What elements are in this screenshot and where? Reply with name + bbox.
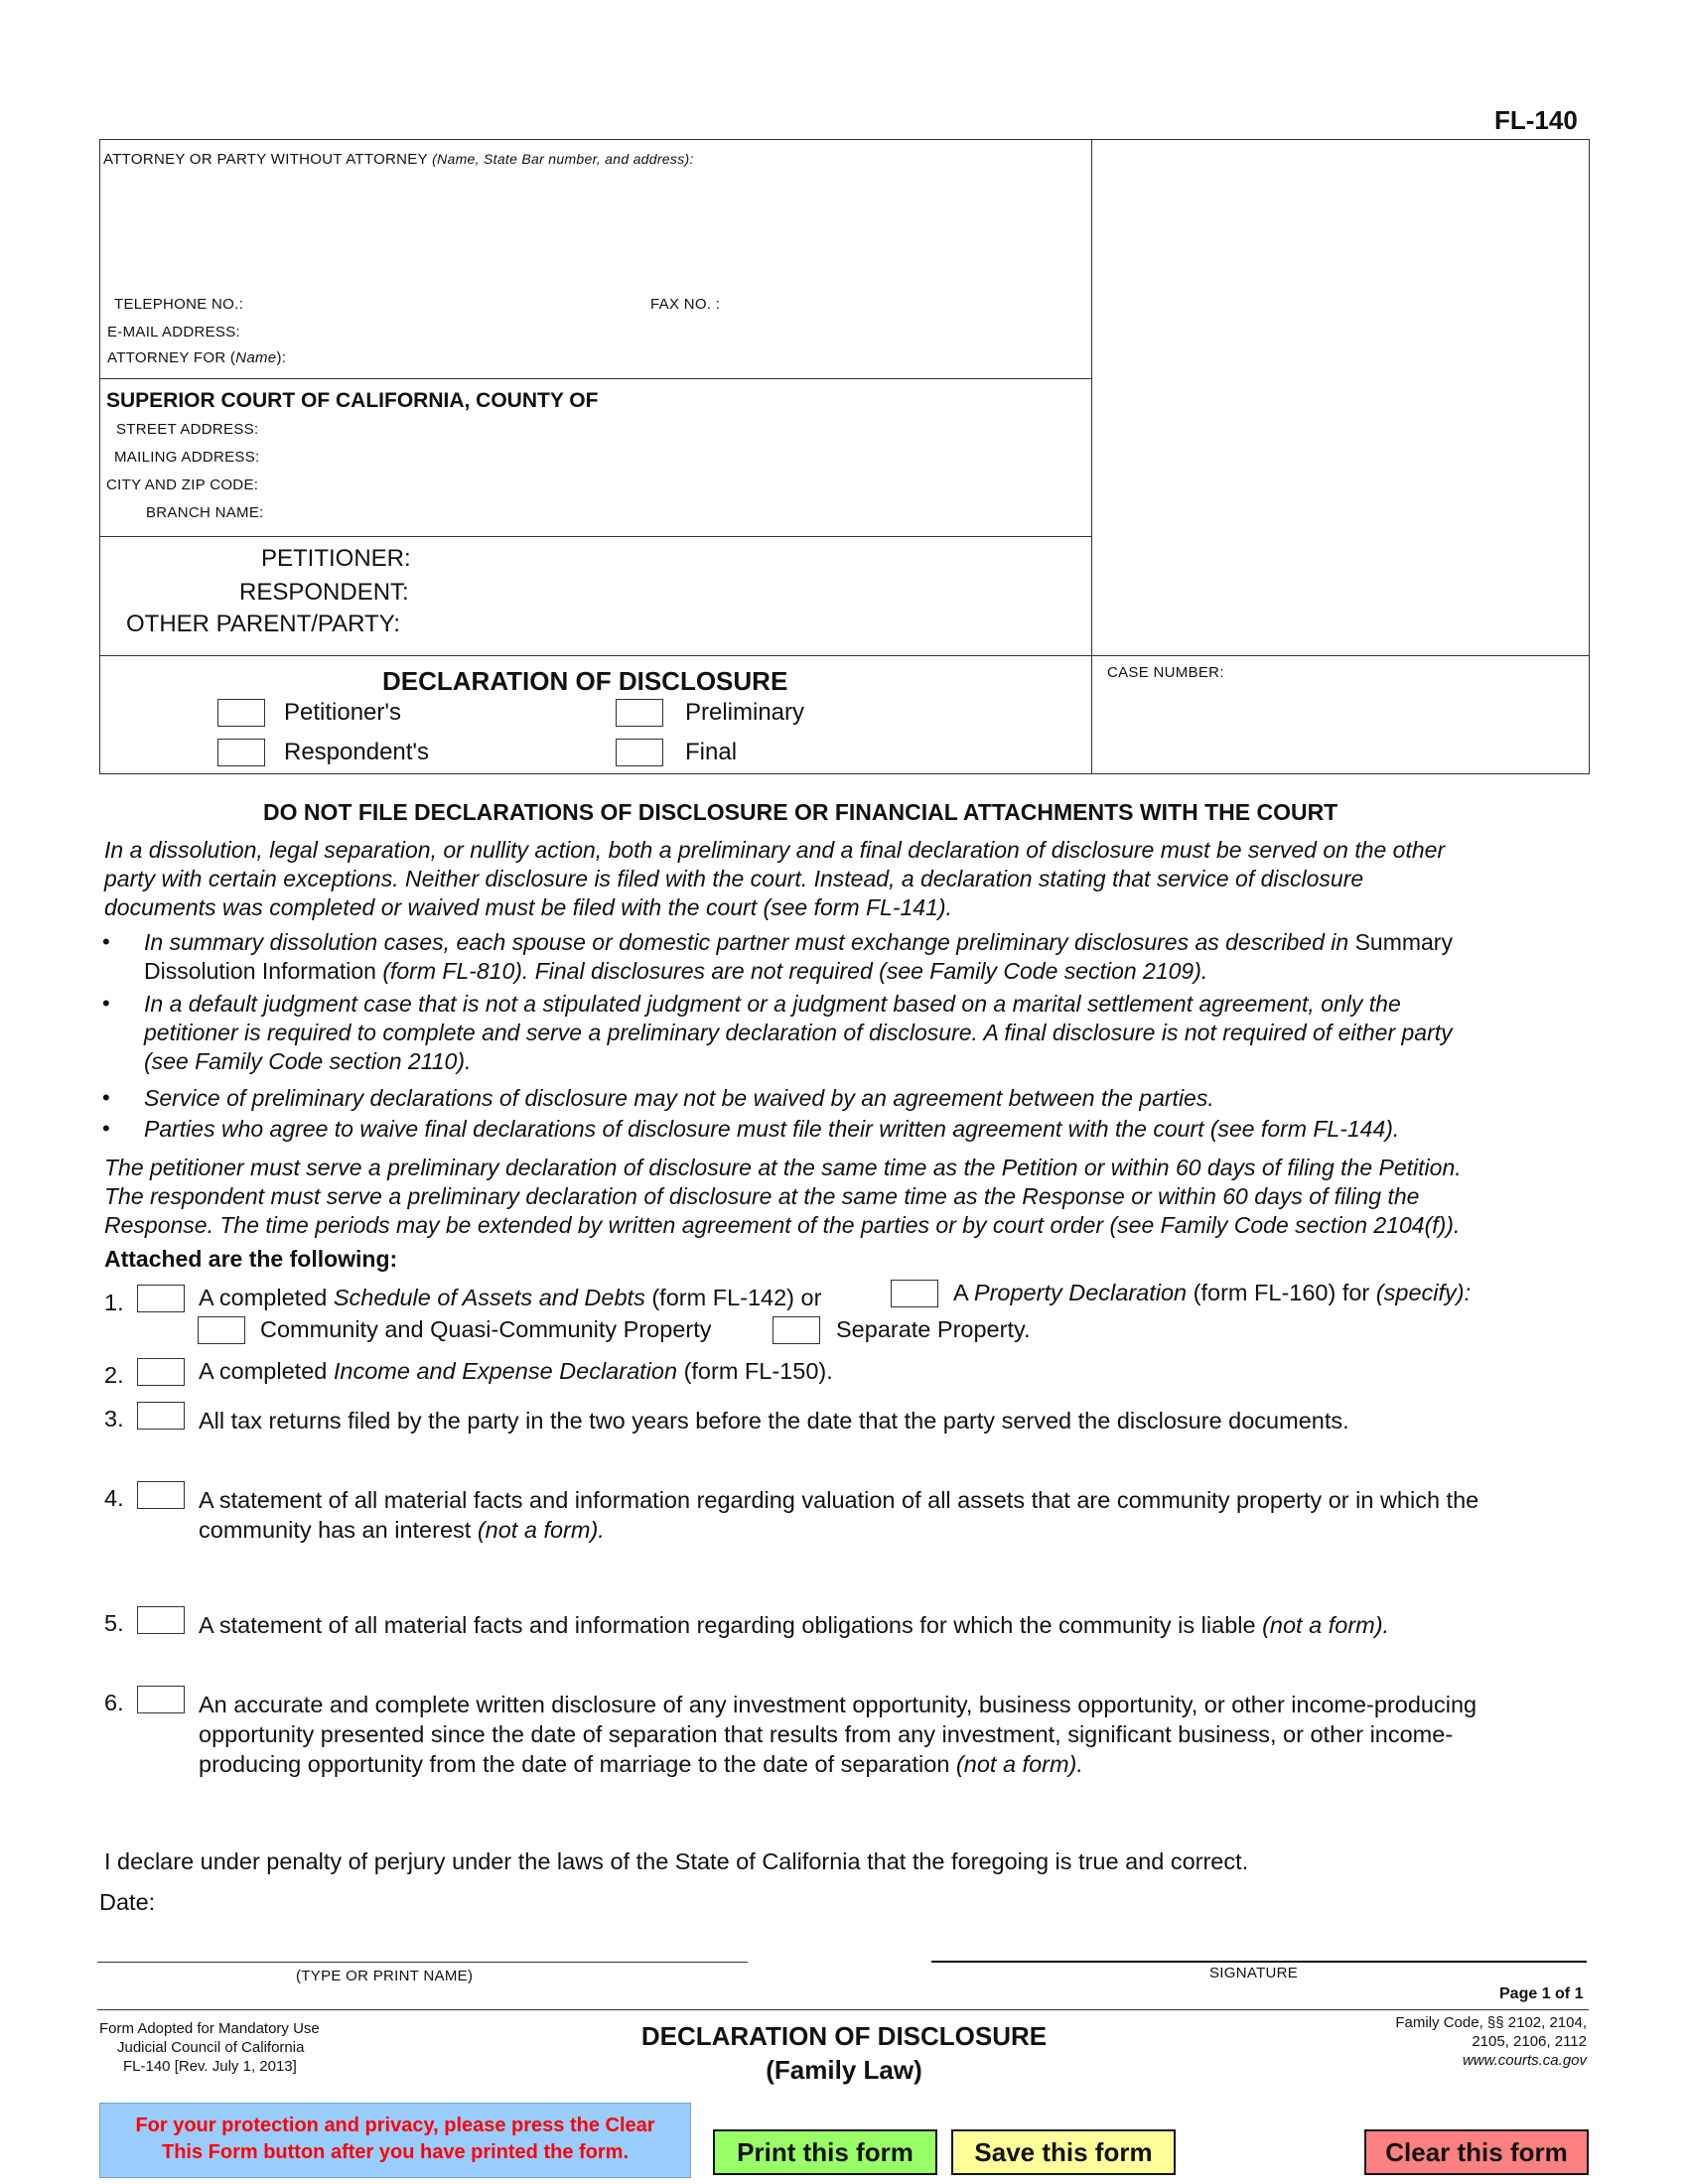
adopted-notice: Form Adopted for Mandatory Use Judicial Council of California FL-140 [Rev. July 1, 2013] — [99, 2020, 320, 2075]
family-code-reference: Family Code, §§ 2102, 2104, 2105, 2106, 2112 www.courts.ca.gov — [1395, 2014, 1587, 2069]
case-number-label: CASE NUMBER: — [1107, 664, 1224, 681]
bullet-default: In a default judgment case that is not a stipulated judgment or a judgment based on a marital settlement agreement, only the petitioner is required to complete and serve a preliminary declaration of disclosure. A final disclosure is not required of either party (see Family Code section 2110). — [144, 991, 1453, 1074]
petitioners-checkbox[interactable] — [217, 699, 265, 727]
notice-intro: In a dissolution, legal separation, or nullity action, both a preliminary and a final declaration of disclosure must be served on the other party with certain exceptions. Neither disclosure is filed with the court. Instead, a declaration stating that service of disclosure documents was completed or waived must be filed with the court (see form FL-141). — [104, 837, 1446, 920]
item-3-number: 3. — [104, 1406, 124, 1432]
item-1-text: A completed Schedule of Assets and Debts (form FL-142) or — [199, 1285, 822, 1310]
telephone-label: TELEPHONE NO.: — [114, 296, 244, 313]
separate-property-checkbox[interactable] — [773, 1316, 820, 1344]
print-name-line[interactable] — [97, 1962, 748, 1963]
separate-property-label: Separate Property. — [836, 1316, 1031, 1342]
footer-title: DECLARATION OF DISCLOSURE (Family Law) — [640, 2021, 1048, 2085]
save-form-button[interactable]: Save this form — [951, 2129, 1176, 2175]
bullet-service: Service of preliminary declarations of disclosure may not be waived by an agreement between the parties. — [144, 1085, 1214, 1111]
footer-divider — [97, 2009, 1589, 2010]
other-party-label: OTHER PARENT/PARTY: — [126, 611, 401, 637]
schedule-assets-checkbox[interactable] — [137, 1285, 185, 1312]
branch-label: BRANCH NAME: — [146, 504, 264, 521]
court-use-box[interactable] — [1091, 139, 1590, 656]
item-5-text: A statement of all material facts and information regarding obligations for which the community is liable (not a form). — [199, 1612, 1390, 1638]
item-6-number: 6. — [104, 1690, 124, 1715]
bullet-icon: • — [102, 929, 110, 954]
item-4-text: A statement of all material facts and information regarding valuation of all assets that are community property or in which the community has an interest (not a form). — [199, 1487, 1479, 1543]
form-id: FL-140 — [1494, 105, 1578, 135]
declaration-title: DECLARATION OF DISCLOSURE — [382, 666, 788, 696]
date-label: Date: — [99, 1889, 156, 1915]
bullet-icon: • — [102, 1116, 110, 1141]
item-6-text: An accurate and complete written disclosure of any investment opportunity, business opportunity, or other income-producing opportunity presented since the date of separation that results from any investment, significant business, or other income- producing opportunity from the date of marriage to the date of separation (not a form). — [199, 1692, 1477, 1777]
bullet-icon: • — [102, 991, 110, 1016]
item-5-number: 5. — [104, 1610, 124, 1636]
signature-label: SIGNATURE — [1209, 1965, 1299, 1981]
assets-statement-checkbox[interactable] — [137, 1481, 185, 1509]
attorney-label: ATTORNEY OR PARTY WITHOUT ATTORNEY (Name, State Bar number, and address): — [103, 151, 694, 168]
bullet-summary: In summary dissolution cases, each spouse or domestic partner must exchange preliminary disclosures as described in Summary Dissolution Information (form FL-810). Final disclosures are not required (see Family Code section 2109). — [144, 929, 1453, 984]
print-form-button[interactable]: Print this form — [713, 2129, 937, 2175]
investment-disclosure-checkbox[interactable] — [137, 1686, 185, 1713]
preliminary-checkbox[interactable] — [616, 699, 663, 727]
petitioners-label: Petitioner's — [284, 699, 401, 726]
signature-line[interactable] — [931, 1961, 1587, 1963]
item-1-number: 1. — [104, 1290, 124, 1315]
income-expense-checkbox[interactable] — [137, 1358, 185, 1386]
attorney-box[interactable] — [99, 139, 1092, 379]
clear-form-button[interactable]: Clear this form — [1364, 2129, 1589, 2175]
final-label: Final — [685, 739, 738, 765]
community-property-label: Community and Quasi-Community Property — [260, 1316, 712, 1342]
item-2-number: 2. — [104, 1362, 124, 1388]
page-number: Page 1 of 1 — [1499, 1985, 1584, 2002]
tax-returns-checkbox[interactable] — [137, 1402, 185, 1430]
community-property-checkbox[interactable] — [198, 1316, 245, 1344]
email-label: E-MAIL ADDRESS: — [107, 324, 240, 341]
mailing-label: MAILING ADDRESS: — [114, 449, 260, 466]
respondents-label: Respondent's — [284, 739, 430, 765]
bullet-icon: • — [102, 1085, 110, 1110]
item-3-text: All tax returns filed by the party in the two years before the date that the party served the disclosure documents. — [199, 1408, 1349, 1433]
item-4-number: 4. — [104, 1485, 124, 1511]
property-declaration-checkbox[interactable] — [891, 1280, 938, 1307]
bullet-waive: Parties who agree to waive final declarations of disclosure must file their written agreement with the court (see form FL-144). — [144, 1116, 1400, 1142]
court-title: SUPERIOR COURT OF CALIFORNIA, COUNTY OF — [106, 389, 599, 412]
petitioner-label: PETITIONER: — [261, 545, 411, 572]
city-label: CITY AND ZIP CODE: — [106, 477, 259, 493]
preliminary-label: Preliminary — [685, 699, 805, 726]
attorney-for-label: ATTORNEY FOR (Name): — [107, 349, 287, 366]
street-label: STREET ADDRESS: — [116, 421, 259, 438]
print-name-label: (TYPE OR PRINT NAME) — [296, 1968, 474, 1984]
respondent-label: RESPONDENT: — [239, 579, 409, 606]
item-2-text: A completed Income and Expense Declaration (form FL-150). — [199, 1358, 833, 1384]
respondents-checkbox[interactable] — [217, 739, 265, 766]
obligations-statement-checkbox[interactable] — [137, 1606, 185, 1634]
attached-heading: Attached are the following: — [104, 1246, 398, 1272]
notice-closing: The petitioner must serve a preliminary declaration of disclosure at the same time as the Petition or within 60 days of filing the Petition. The respondent must serve a preliminary declaration of disclosure at the same time as the Response or within 60 days of filing the Response. The time periods may be extended by written agreement of the parties or by court order (see Family Code section 2104(f)). — [104, 1155, 1462, 1238]
fax-label: FAX NO. : — [650, 296, 721, 313]
perjury-statement: I declare under penalty of perjury under the laws of the State of California that the foregoing is true and correct. — [104, 1848, 1249, 1874]
final-checkbox[interactable] — [616, 739, 663, 766]
notice-heading: DO NOT FILE DECLARATIONS OF DISCLOSURE OR FINANCIAL ATTACHMENTS WITH THE COURT — [263, 799, 1338, 825]
item-1-property-text: A Property Declaration (form FL-160) for (specify): — [953, 1280, 1472, 1305]
privacy-notice: For your protection and privacy, please press the Clear This Form button after you have printed the form. — [99, 2103, 691, 2178]
